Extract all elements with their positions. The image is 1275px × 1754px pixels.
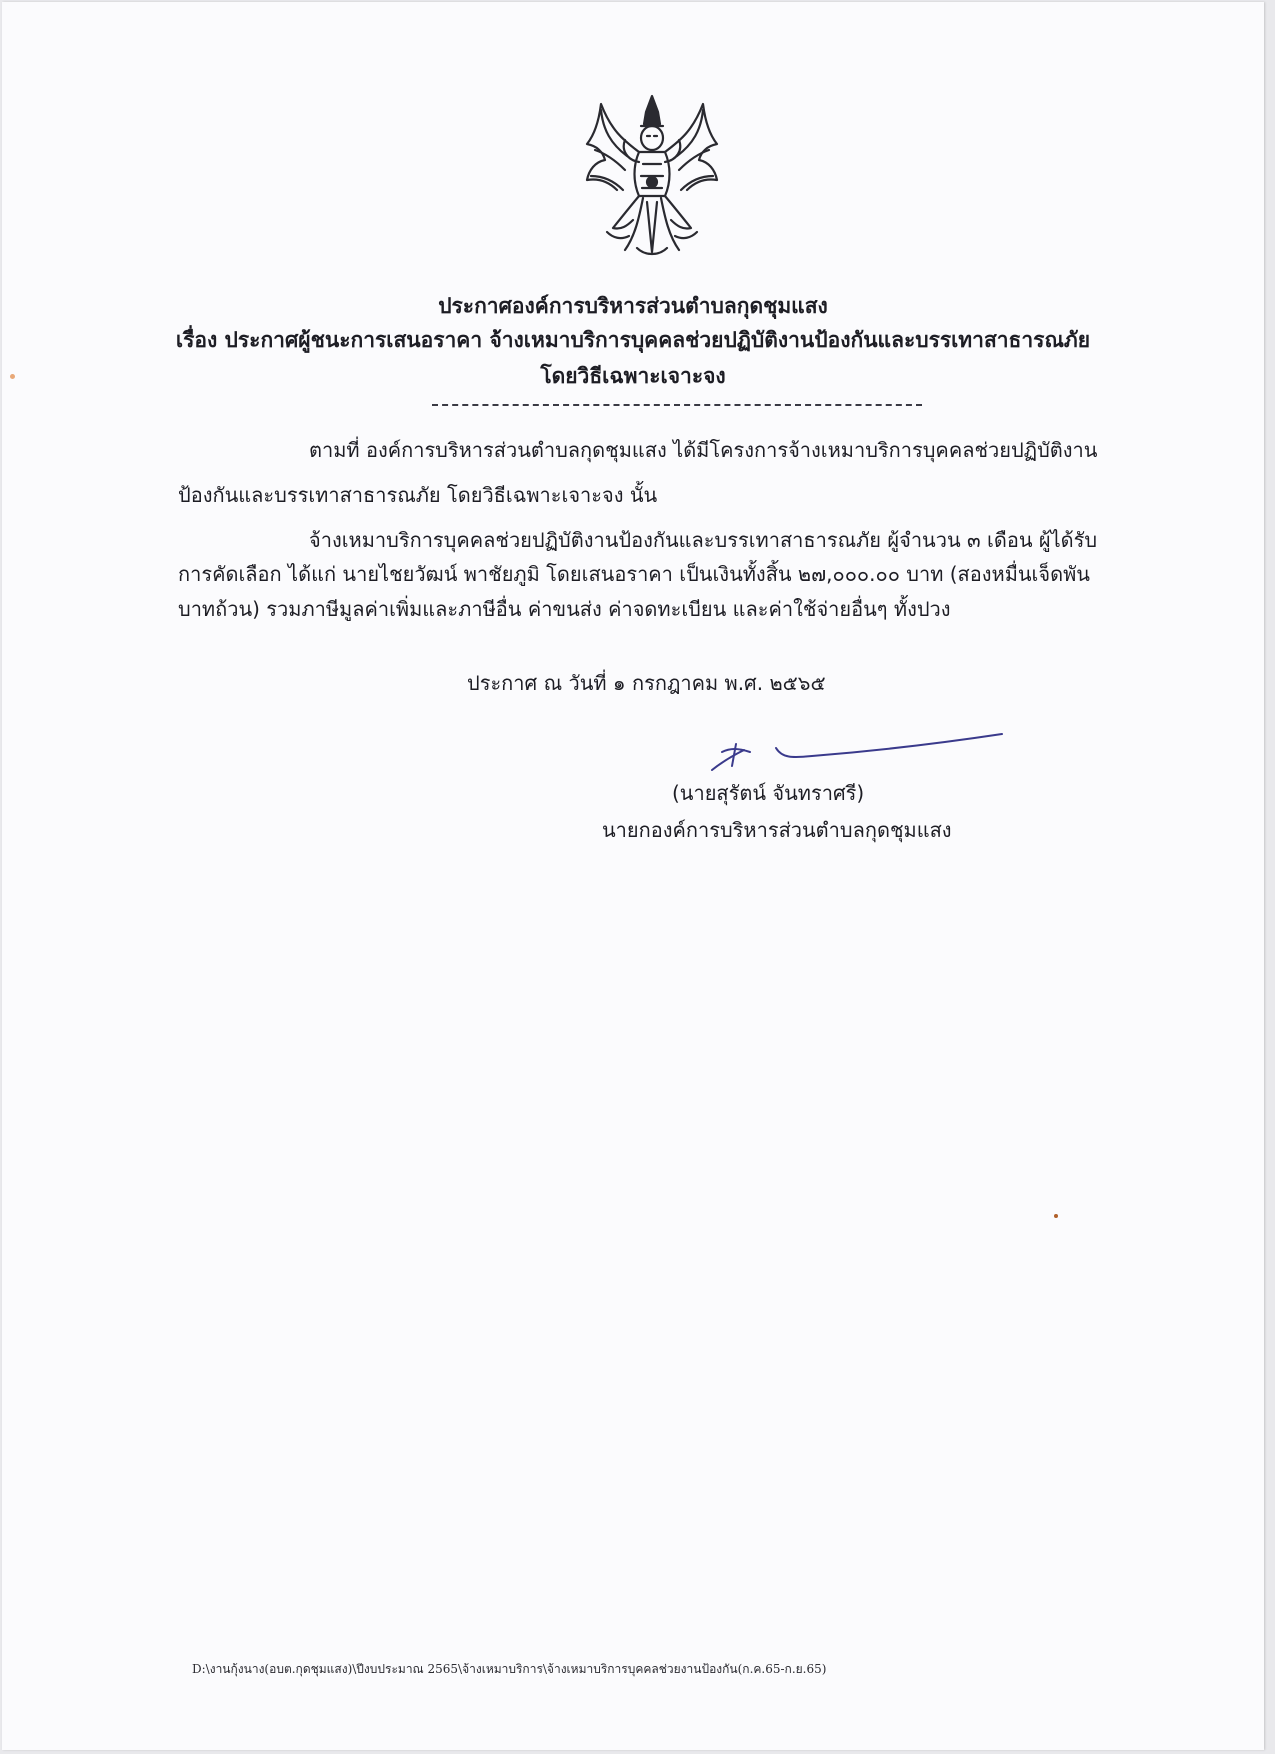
announcement-date: ประกาศ ณ วันที่ ๑ กรกฎาคม พ.ศ. ๒๕๖๕	[467, 671, 826, 695]
body-paragraph-2-line-1: จ้างเหมาบริการบุคคลช่วยปฏิบัติงานป้องกันและบรรเทาสาธารณภัย ผู้จำนวน ๓ เดือน ผู้ได้รับ	[309, 528, 1098, 552]
body-paragraph-2-line-2: การคัดเลือก ได้แก่ นายไชยวัฒน์ พาชัยภูมิ โดยเสนอราคา เป็นเงินทั้งสิ้น ๒๗,๐๐๐.๐๐ บาท (สองหมื่นเจ็ดพัน	[178, 562, 1090, 586]
body-paragraph-1-line-1: ตามที่ องค์การบริหารส่วนตำบลกุดชุมแสง ได้มีโครงการจ้างเหมาบริการบุคคลช่วยปฏิบัติงาน	[309, 438, 1098, 462]
body-paragraph-1-line-2: ป้องกันและบรรเทาสาธารณภัย โดยวิธีเฉพาะเจาะจง นั้น	[178, 483, 658, 507]
signer-name: (นายสุรัตน์ จันทราศรี)	[672, 781, 865, 805]
signer-position: นายกองค์การบริหารส่วนตำบลกุดชุมแสง	[602, 818, 952, 842]
document-title: ประกาศองค์การบริหารส่วนตำบลกุดชุมแสง	[438, 294, 828, 318]
handwritten-signature	[692, 722, 1012, 782]
document-page	[2, 2, 1264, 1750]
document-subject: เรื่อง ประกาศผู้ชนะการเสนอราคา จ้างเหมาบริการบุคคลช่วยปฏิบัติงานป้องกันและบรรเทาสาธารณภัย	[175, 328, 1091, 352]
garuda-emblem-icon	[577, 90, 727, 260]
title-separator	[432, 404, 922, 406]
paper-speck	[1054, 1214, 1058, 1218]
procurement-method: โดยวิธีเฉพาะเจาะจง	[540, 364, 726, 388]
body-paragraph-2-line-3: บาทถ้วน) รวมภาษีมูลค่าเพิ่มและภาษีอื่น ค่าขนส่ง ค่าจดทะเบียน และค่าใช้จ่ายอื่นๆ ทั้งปวง	[178, 597, 951, 621]
file-path-footer: D:\งานกุ้งนาง(อบต.กุดชุมแสง)\ปีงบประมาณ 2565\จ้างเหมาบริการ\จ้างเหมาบริการบุคคลช่วยงานป้องกัน(ก.ค.65-ก.ย.65)	[192, 1662, 827, 1676]
